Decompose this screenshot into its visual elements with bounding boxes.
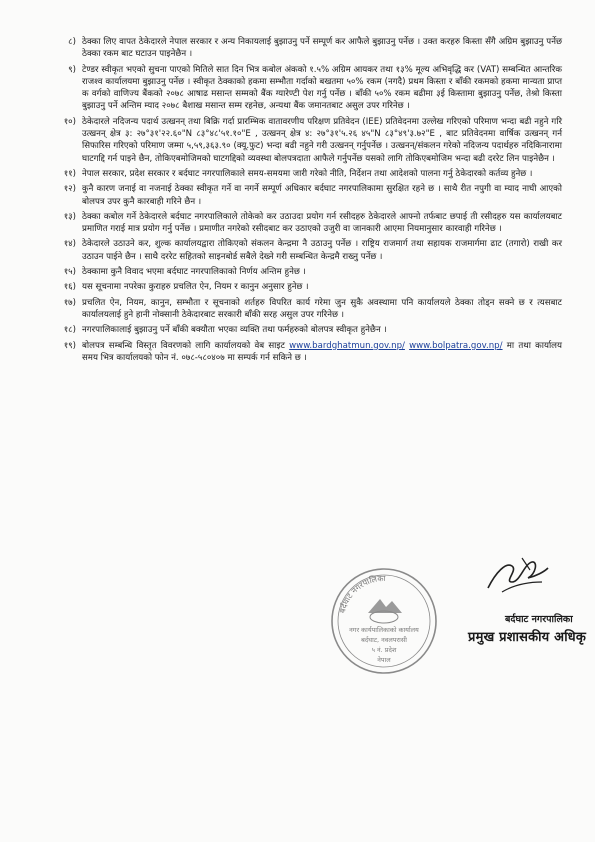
list-item — [52, 36, 562, 61]
item-text: नेपाल सरकार, प्रदेश सरकार र बर्दघाट नगरपालिकाले समय-समयमा जारी गरेको नीति, निर्देशन तथा आदेशको पालना गर्नु ठेकेदारको कर्तव्य हुनेछ । — [82, 168, 533, 179]
item-number: १४) — [63, 239, 76, 250]
item-text: कुनै कारण जनाई वा नजनाई ठेक्का स्वीकृत गर्ने वा नगर्ने सम्पूर्ण अधिकार बर्दघाट नगरपालिकामा सुरक्षित रहने छ । साथै रीत नपुगी वा म्याद नाघी आएको बोलपत्र उपर कुनै कारबाही गरिने छैन । — [82, 184, 562, 207]
office-seal-stamp — [328, 565, 440, 677]
signoff-office: बर्दघाट नगरपालिका — [505, 614, 573, 625]
municipality-website-link[interactable]: www.bardghatmun.gov.np/ — [289, 340, 405, 351]
list-item — [52, 211, 562, 236]
item-text: यस सूचनामा नपरेका कुराहरु प्रचलित ऐन, नियम र कानुन अनुसार हुनेछ । — [82, 282, 309, 293]
emblem-icon — [368, 599, 402, 623]
list-item — [52, 238, 562, 263]
item-number: १९) — [63, 340, 76, 351]
list-item — [52, 266, 562, 278]
signoff-title: प्रमुख प्रशासकीय अधिकृ — [468, 630, 587, 645]
item-text: ठेकेदारले नदिजन्य पदार्थ उत्खनन् तथा बिक्रि गर्दा प्रारम्भिक वातावरणीय परिक्षण प्रतिवेदन (IEE) प्रतिवेदनमा उल्लेख गरिएको परिमाण भन्दा बढी नहुने गरि उत्खनन् क्षेत्र ३: २७°३१'२२.६०"N ८३°४८'५१.१०"E , उत्खनन् क्षेत्र ४: २७°३१'५.२६ ४५"N ८३°४९'३.७२"E , बाट प्रतिवेदनमा वार्षिक उत्खनन् गर्न सिफारिस गरिएको परिमाण जम्मा ५,५९,३६३.९० (क्यू.फुट) भन्दा बढी नहुने गरी उत्खनन् गर्नुपर्नेछ । उत्खनन्/संकलन गरेको नदिजन्य पदार्थहरु नदिकिनारामा घाटगद्दि गर्न पाइने छैन, तोकिएबमोजिमको घाटगद्दिको व्यवस्था बोलपत्रदाता आफैले गर्नुपर्नेछ यसको लागि तोकिएबमोजिम भन्दा बढी दररेट लिन पाइनेछैन । — [82, 116, 562, 164]
list-item — [52, 183, 562, 208]
seal-outer-text: बर्दघाट नगरपालिका — [337, 573, 386, 615]
list-item — [52, 324, 562, 336]
item-text: ठेकेदारले उठाउने कर, शुल्क कार्यालयद्वारा तोकिएको संकलन केन्द्रमा नै उठाउनु पर्नेछ । राष्ट्रिय राजमार्ग तथा सहायक राजमार्गमा ढाट (तगारो) राखी कर उठाउन पाईने छैन । साथै दररेट सहितको साइनबोर्ड सबैले देख्ने गरी सम्बन्धित केन्द्रमै राख्नु पर्नेछ । — [82, 239, 562, 262]
item-text — [82, 340, 562, 365]
item-text: ठेक्कामा कुनै विवाद भएमा बर्दघाट नगरपालिकाको निर्णय अन्तिम हुनेछ । — [82, 267, 306, 278]
item-number: १७) — [63, 297, 76, 308]
item-number: १२) — [63, 184, 76, 195]
list-item — [52, 168, 562, 180]
list-item — [52, 281, 562, 293]
item-number: १०) — [63, 116, 76, 127]
item-number: १३) — [63, 211, 76, 222]
list-item-contact — [52, 340, 562, 365]
seal-province-text: ५ नं. प्रदेश — [371, 646, 397, 654]
signature-mark — [482, 552, 552, 598]
seal-place-text: बर्दघाट, नवलपरासी — [361, 636, 407, 644]
item-text: टेण्डर स्वीकृत भएको सुचना पाएको मितिले सात दिन भित्र कबोल अंकको १.५% अग्रिम आयकर तथा १३% मूल्य अभिवृद्धि कर (VAT) सम्बन्धित आन्तरिक राजश्व कार्यालयमा बुझाउनु पर्नेछ । स्वीकृत ठेक्काको हकमा सम्भौता गर्दाको बखतमा ५०% रकम (नगदै) प्रथम किस्ता र बाँकी रकमको हकमा मान्यता प्राप्त क वर्गको वाणिज्य बैंकको २०७८ आषाढ मसान्त सम्मको बैंक ग्यारेण्टी पेश गर्नु पर्नेछ । बाँकी ५०% रकम बढीमा ३ई किस्तामा बुझाउनु पर्नेछ, तेश्रो किस्ता बुझाउनु पर्ने अन्तिम म्याद २०७८ बैशाख मसान्त सम्म रहनेछ, अन्यथा बैंक जमानतबाट असुल उपर गरिनेछ । — [82, 64, 562, 112]
bolpatra-website-link[interactable]: www.bolpatra.gov.np/ — [409, 340, 503, 351]
item-number: १६) — [63, 282, 76, 293]
conditions-list — [52, 36, 562, 367]
seal-country-text: नेपाल — [377, 656, 391, 664]
list-item — [52, 297, 562, 322]
item-number: ९) — [68, 64, 76, 75]
seal-inner-text: नगर कार्यपालिकाको कार्यालय — [349, 626, 419, 634]
item-number: १८) — [63, 325, 76, 336]
item-text: ठेक्का लिए वापत ठेकेदारले नेपाल सरकार र अन्य निकायलाई बुझाउनु पर्ने सम्पूर्ण कर आफैले बुझाउनु पर्नेछ । उक्त करहरु किस्ता सँगै अग्रिम बुझाउनु पर्नेछ ठेक्का रकम बाट घटाउन पाइनेछैन । — [82, 37, 562, 60]
list-item — [52, 116, 562, 165]
item-number: ११) — [63, 168, 76, 179]
item-text: नगरपालिकालाई बुझाउनु पर्ने बाँकी बक्यौता भएका व्यक्ति तथा फर्महरुको बोलपत्र स्वीकृत हुनेछैन । — [82, 325, 387, 336]
list-item — [52, 64, 562, 113]
item-text-after: मा तथा कार्यालय समय भित्र कार्यालयको फोन नं. ०७८-५८०४०७ मा सम्पर्क गर्न सकिने छ । — [82, 340, 562, 363]
item-number: ८) — [68, 37, 76, 47]
item-text: प्रचलित ऐन, नियम, कानुन, सम्भौता र सूचनाको शर्तहरु विपरित कार्य गरेमा जुन सुकै अवस्थामा पनि कार्यालयले ठेक्का तोड्न सक्ने छ र त्यसबाट कार्यालयलाई हुने हानी नोक्सानी ठेकेदारबाट सरकारी बाँकी सरह असुल उपर गरिनेछ । — [82, 297, 562, 320]
item-number: १५) — [63, 267, 76, 278]
item-text-before: बोलपत्र सम्बन्धि विस्तृत विवरणको लागि कार्यालयको वेब साइट — [82, 340, 290, 351]
item-text: ठेक्का कबोल गर्ने ठेकेदारले बर्दघाट नगरपालिकाले तोकेको कर उठाउदा प्रयोग गर्न रसीदहरु ठेकेदारले आफ्नो तर्फबाट छपाई ती रसीदहरु यस कार्यालयबाट प्रमाणित गराई मात्र प्रयोग गर्नु पर्नेछ । प्रमाणीत नगरेको रसीदबाट कर उठाएको उजुरी वा जानकारी आएमा नियमानुसार कारवाही गरिनेछ । — [82, 211, 562, 235]
